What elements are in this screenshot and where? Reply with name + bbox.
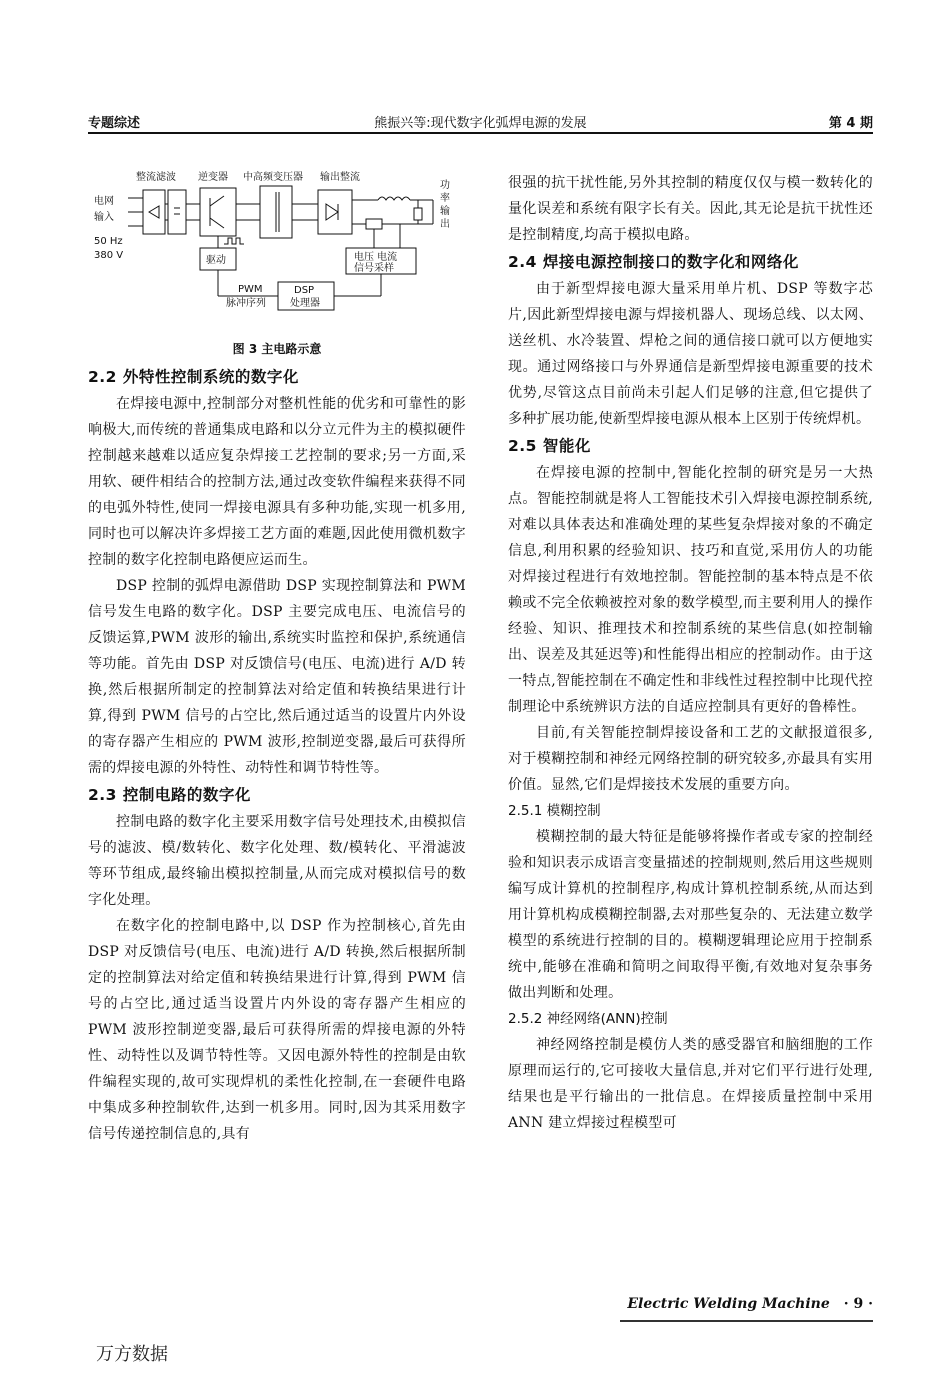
- figure-caption: 图 3 主电路示意: [232, 342, 322, 356]
- main-circuit-figure: [88, 168, 466, 338]
- paragraph-continued: 很强的抗干扰性能,另外其控制的精度仅仅与模一数转化的量化误差和系统有限字长有关。因此,其无论是抗干扰性还是控制精度,均高于模拟电路。: [508, 175, 873, 243]
- page-number: · 9 ·: [843, 1296, 873, 1312]
- label-sense-1: 电压 电流: [354, 252, 398, 263]
- label-transformer: 中高频变压器: [243, 172, 303, 183]
- label-volt: 380 V: [94, 250, 124, 261]
- label-drive: 驱动: [206, 255, 226, 266]
- label-dsp-1: DSP: [294, 285, 315, 296]
- label-out-1: 功: [440, 180, 450, 191]
- label-output-rectify: 输出整流: [320, 172, 360, 183]
- heading-2-4: 2.4 焊接电源控制接口的数字化和网络化: [508, 253, 799, 271]
- label-inverter: 逆变器: [198, 172, 228, 183]
- label-out-3: 输: [440, 206, 450, 217]
- circuit-diagram: [88, 168, 466, 338]
- footer-journal: [620, 1296, 873, 1322]
- header-section: 专题综述: [88, 116, 141, 131]
- label-pwm-1: PWM: [238, 284, 263, 295]
- paragraph-2-5-2: 目前,有关智能控制焊接设备和工艺的文献报道很多,对于模糊控制和神经元网络控制的研究较多,亦最具有实用价值。显然,它们是焊接技术发展的重要方向。: [508, 725, 873, 793]
- label-input-2: 输入: [94, 212, 114, 223]
- heading-2-5-2: 2.5.2 神经网络(ANN)控制: [508, 1011, 668, 1027]
- heading-2-5: 2.5 智能化: [508, 437, 591, 455]
- label-sense-2: 信号采样: [354, 263, 394, 274]
- header-title: 熊振兴等:现代数字化弧焊电源的发展: [374, 116, 587, 131]
- paragraph-2-2-2: DSP 控制的弧焊电源借助 DSP 实现控制算法和 PWM 信号发生电路的数字化。DSP 主要完成电压、电流信号的反馈运算,PWM 波形的输出,系统实时监控和保护,系统通信等功能。首先由 DSP 对反馈信号(电压、电流)进行 A/D 转换,然后根据所制定的控制算法对给定值和转换结果进行计算,得到 PWM 信号的占空比,然后通过适当的设置片内外设的寄存器产生相应的 PWM 波形,控制逆变器,最后可获得所需的焊接电源的外特性、动特性和调节特性等。: [88, 578, 466, 776]
- paragraph-2-4-1: 由于新型焊接电源大量采用单片机、DSP 等数字芯片,因此新型焊接电源与焊接机器人、现场总线、以太网、送丝机、水冷装置、焊枪之间的通信接口就可以方便地实现。通过网络接口与外界通信是新型焊接电源重要的技术优势,尽管这点目前尚未引起人们足够的注意,但它提供了多种扩展功能,使新型焊接电源从根本上区别于传统焊机。: [508, 281, 873, 427]
- paragraph-2-5-1-1: 模糊控制的最大特征是能够将操作者或专家的控制经验和知识表示成语言变量描述的控制规则,然后用这些规则编写成计算机的控制程序,构成计算机控制系统,从而达到用计算机构成模糊控制器,去对那些复杂的、无法建立数学模型的系统进行控制的目的。模糊逻辑理论应用于控制系统中,能够在准确和简明之间取得平衡,有效地对复杂事务做出判断和处理。: [508, 829, 873, 1001]
- left-column: [88, 168, 466, 1147]
- label-input-1: 电网: [94, 196, 114, 207]
- right-column: [508, 170, 873, 1136]
- heading-2-5-1: 2.5.1 模糊控制: [508, 803, 601, 819]
- heading-2-3: 2.3 控制电路的数字化: [88, 786, 251, 804]
- watermark: 万方数据: [96, 1344, 168, 1365]
- label-dsp-2: 处理器: [290, 298, 320, 309]
- paragraph-2-5-1: 在焊接电源的控制中,智能化控制的研究是另一大热点。智能控制就是将人工智能技术引入焊接电源控制系统,对难以具体表达和准确处理的某些复杂焊接对象的不确定信息,利用积累的经验知识、技巧和直觉,采用仿人的功能对焊接过程进行有效地控制。智能控制的基本特点是不依赖或不完全依赖被控对象的数学模型,而主要利用人的操作经验、知识、推理技术和控制系统的某些信息(如控制输出、误差及其延迟等)和性能得出相应的控制动作。由于这一特点,智能控制在不确定性和非线性过程控制中比现代控制理论中系统辨识方法的自适应控制具有更好的鲁棒性。: [508, 465, 873, 715]
- label-out-2: 率: [440, 193, 450, 204]
- paragraph-2-5-2-1: 神经网络控制是模仿人类的感受器官和脑细胞的工作原理而运行的,它可接收大量信息,并对它们平行进行处理,结果也是平行输出的一批信息。在焊接质量控制中采用 ANN 建立焊接过程模型可: [508, 1037, 873, 1131]
- label-freq: 50 Hz: [94, 236, 123, 247]
- running-header: [88, 110, 873, 134]
- label-out-4: 出: [440, 219, 450, 230]
- label-pwm-2: 脉冲序列: [226, 298, 266, 309]
- label-rectify-filter: 整流滤波: [136, 172, 176, 183]
- paragraph-2-3-2: 在数字化的控制电路中,以 DSP 作为控制核心,首先由 DSP 对反馈信号(电压、电流)进行 A/D 转换,然后根据所制定的控制算法对给定值和转换结果进行计算,得到 PWM 信号的占空比,通过适当设置片内外设的寄存器产生相应的 PWM 波形控制逆变器,最后可获得所需的焊接电源的外特性、动特性以及调节特性等。又因电源外特性的控制是由软件编程实现的,故可实现焊机的柔性化控制,在一套硬件电路中集成多种控制软件,达到一机多用。同时,因为其采用数字信号传递控制信息的,具有: [88, 918, 466, 1142]
- heading-2-2: 2.2 外特性控制系统的数字化: [88, 368, 299, 386]
- journal-name: Electric Welding Machine: [627, 1296, 830, 1312]
- paragraph-2-3-1: 控制电路的数字化主要采用数字信号处理技术,由模拟信号的滤波、模/数转化、数字化处理、数/模转化、平滑滤波等环节组成,最终输出模拟控制量,从而完成对模拟信号的数字化处理。: [88, 814, 466, 908]
- paragraph-2-2-1: 在焊接电源中,控制部分对整机性能的优劣和可靠性的影响极大,而传统的普通集成电路和以分立元件为主的模拟硬件控制越来越难以适应复杂焊接工艺控制的要求;另一方面,采用软、硬件相结合的控制方法,通过改变软件编程来获得不同的电弧外特性,使同一焊接电源具有多种功能,实现一机多用,同时也可以解决许多焊接工艺方面的难题,因此使用微机数字控制的数字化控制电路便应运而生。: [88, 396, 466, 568]
- header-issue: 第 4 期: [828, 116, 873, 131]
